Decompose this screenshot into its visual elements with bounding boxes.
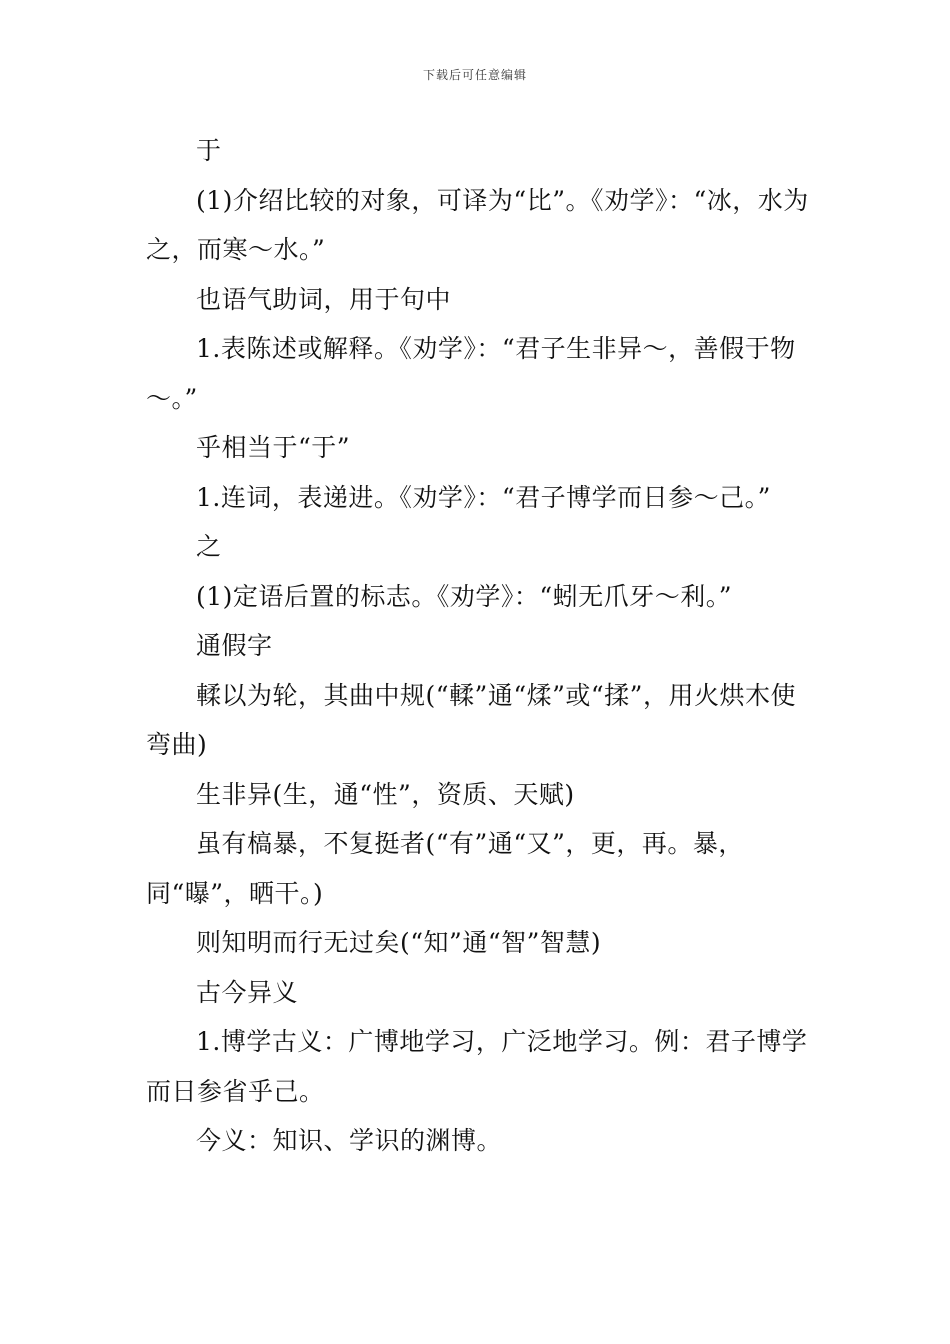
heading-ye: 也语气助词，用于句中: [196, 284, 452, 314]
heading-yu: 于: [196, 136, 222, 165]
paragraph-ye-1: 1.表陈述或解释。《劝学》：“君子生非异～，善假于物～。”: [146, 334, 796, 413]
paragraph-gujin-2: 今义：知识、学识的渊博。: [196, 1126, 503, 1155]
paragraph-gujin-1: 1.博学古义：广博地学习，广泛地学习。例：君子博学而日参省乎己。: [146, 1027, 808, 1106]
document-body: [146, 126, 810, 1166]
paragraph-tongjia-4: 则知明而行无过矣(“知”通“智”智慧): [196, 928, 602, 957]
paragraph-tongjia-1: 輮以为轮，其曲中规(“輮”通“煣”或“揉”，用火烘木使弯曲): [146, 680, 796, 759]
paragraph-hu-1: 1.连词，表递进。《劝学》：“君子博学而日参～己。”: [196, 482, 771, 512]
paragraph-tongjia-3: 虽有槁暴，不复挺者(“有”通“又”，更，再。暴，同“曝”，晒干。): [146, 829, 744, 908]
heading-tongjiazi: 通假字: [196, 631, 273, 660]
paragraph-yu-1: (1)介绍比较的对象，可译为“比”。《劝学》：“冰，水为之，而寒～水。”: [146, 185, 809, 264]
page-header: 下载后可任意编辑: [422, 68, 527, 82]
heading-zhi: 之: [196, 532, 222, 561]
heading-hu: 乎相当于“于”: [196, 433, 351, 462]
paragraph-tongjia-2: 生非异(生，通“性”，资质、天赋): [196, 779, 575, 809]
paragraph-zhi-1: (1)定语后置的标志。《劝学》：“蚓无爪牙～利。”: [196, 581, 732, 611]
heading-gujinyiyi: 古今异义: [196, 977, 299, 1007]
